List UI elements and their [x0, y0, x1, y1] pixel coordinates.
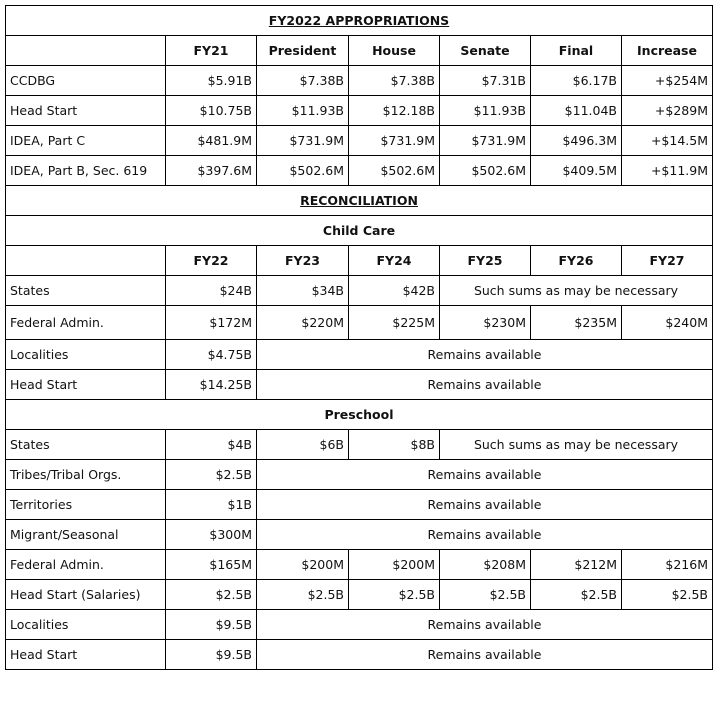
cell-value: $481.9M — [166, 126, 257, 156]
cell-value: $2.5B — [440, 580, 531, 610]
preschool-section-title: Preschool — [6, 400, 713, 430]
cell-value: $8B — [349, 430, 440, 460]
row-label: States — [6, 430, 166, 460]
row-label: IDEA, Part C — [6, 126, 166, 156]
cell-value: $731.9M — [257, 126, 349, 156]
column-header: FY26 — [531, 246, 622, 276]
table-row — [6, 490, 713, 520]
cell-value: $2.5B — [166, 580, 257, 610]
cell-value: $4B — [166, 430, 257, 460]
cell-value: $2.5B — [257, 580, 349, 610]
cell-value: $200M — [349, 550, 440, 580]
table-row — [6, 550, 713, 580]
cell-value: +$289M — [622, 96, 713, 126]
cell-value: $2.5B — [531, 580, 622, 610]
cell-value: $7.38B — [257, 66, 349, 96]
cell-value: $42B — [349, 276, 440, 306]
column-header: FY22 — [166, 246, 257, 276]
reconciliation-header-row — [6, 246, 713, 276]
cell-value: $2.5B — [166, 460, 257, 490]
cell-value: $172M — [166, 306, 257, 340]
cell-value: $409.5M — [531, 156, 622, 186]
header-blank-cell — [6, 246, 166, 276]
cell-value: +$14.5M — [622, 126, 713, 156]
row-label: Localities — [6, 340, 166, 370]
funding-table — [5, 5, 713, 670]
table-row — [6, 156, 713, 186]
cell-value: +$11.9M — [622, 156, 713, 186]
cell-value: $502.6M — [440, 156, 531, 186]
cell-value: $208M — [440, 550, 531, 580]
column-header: FY25 — [440, 246, 531, 276]
table-row — [6, 340, 713, 370]
header-blank-cell — [6, 36, 166, 66]
table-row — [6, 66, 713, 96]
child-care-section-title: Child Care — [6, 216, 713, 246]
cell-value: $502.6M — [257, 156, 349, 186]
column-header: FY24 — [349, 246, 440, 276]
table-row — [6, 306, 713, 340]
appropriations-title: FY2022 APPROPRIATIONS — [6, 6, 713, 36]
cell-value: $235M — [531, 306, 622, 340]
cell-value: $496.3M — [531, 126, 622, 156]
spanning-note: Remains available — [257, 520, 713, 550]
cell-value: $220M — [257, 306, 349, 340]
cell-value: $397.6M — [166, 156, 257, 186]
row-label: Head Start (Salaries) — [6, 580, 166, 610]
spanning-note: Remains available — [257, 340, 713, 370]
cell-value: $2.5B — [622, 580, 713, 610]
child-care-section-row — [6, 216, 713, 246]
cell-value: $4.75B — [166, 340, 257, 370]
row-label: Federal Admin. — [6, 306, 166, 340]
appropriations-title-row — [6, 6, 713, 36]
cell-value: $7.38B — [349, 66, 440, 96]
table-row — [6, 520, 713, 550]
cell-value: $34B — [257, 276, 349, 306]
table-row — [6, 370, 713, 400]
cell-value: $6B — [257, 430, 349, 460]
row-label: Territories — [6, 490, 166, 520]
cell-value: $2.5B — [349, 580, 440, 610]
cell-value: $731.9M — [349, 126, 440, 156]
cell-value: $9.5B — [166, 610, 257, 640]
row-label: Head Start — [6, 640, 166, 670]
row-label: Tribes/Tribal Orgs. — [6, 460, 166, 490]
spanning-note: Remains available — [257, 640, 713, 670]
cell-value: $225M — [349, 306, 440, 340]
table-row — [6, 430, 713, 460]
column-header: President — [257, 36, 349, 66]
row-label: States — [6, 276, 166, 306]
spanning-note: Remains available — [257, 610, 713, 640]
reconciliation-title-row — [6, 186, 713, 216]
spanning-note: Remains available — [257, 370, 713, 400]
cell-value: $14.25B — [166, 370, 257, 400]
column-header: FY23 — [257, 246, 349, 276]
spanning-note: Remains available — [257, 490, 713, 520]
column-header: Increase — [622, 36, 713, 66]
appropriations-header-row — [6, 36, 713, 66]
table-row — [6, 580, 713, 610]
column-header: Final — [531, 36, 622, 66]
table-row — [6, 460, 713, 490]
row-label: Head Start — [6, 370, 166, 400]
cell-value: $6.17B — [531, 66, 622, 96]
cell-value: $200M — [257, 550, 349, 580]
cell-value: $731.9M — [440, 126, 531, 156]
cell-value: $24B — [166, 276, 257, 306]
column-header: Senate — [440, 36, 531, 66]
cell-value: $11.93B — [440, 96, 531, 126]
column-header: FY21 — [166, 36, 257, 66]
cell-value: $165M — [166, 550, 257, 580]
column-header: FY27 — [622, 246, 713, 276]
cell-value: $230M — [440, 306, 531, 340]
reconciliation-title: RECONCILIATION — [6, 186, 713, 216]
table-row — [6, 276, 713, 306]
row-label: Localities — [6, 610, 166, 640]
cell-value: $7.31B — [440, 66, 531, 96]
row-label: Head Start — [6, 96, 166, 126]
row-label: Federal Admin. — [6, 550, 166, 580]
cell-value: $12.18B — [349, 96, 440, 126]
table-row — [6, 610, 713, 640]
cell-value: $1B — [166, 490, 257, 520]
preschool-section-row — [6, 400, 713, 430]
cell-value: $10.75B — [166, 96, 257, 126]
cell-value: $11.93B — [257, 96, 349, 126]
row-label: IDEA, Part B, Sec. 619 — [6, 156, 166, 186]
spanning-note: Remains available — [257, 460, 713, 490]
table-row — [6, 640, 713, 670]
row-label: Migrant/Seasonal — [6, 520, 166, 550]
table-row — [6, 96, 713, 126]
cell-value: $11.04B — [531, 96, 622, 126]
cell-value: $9.5B — [166, 640, 257, 670]
spanning-note: Such sums as may be necessary — [440, 276, 713, 306]
column-header: House — [349, 36, 440, 66]
table-row — [6, 126, 713, 156]
cell-value: +$254M — [622, 66, 713, 96]
cell-value: $300M — [166, 520, 257, 550]
cell-value: $216M — [622, 550, 713, 580]
row-label: CCDBG — [6, 66, 166, 96]
cell-value: $5.91B — [166, 66, 257, 96]
cell-value: $502.6M — [349, 156, 440, 186]
cell-value: $240M — [622, 306, 713, 340]
cell-value: $212M — [531, 550, 622, 580]
spanning-note: Such sums as may be necessary — [440, 430, 713, 460]
